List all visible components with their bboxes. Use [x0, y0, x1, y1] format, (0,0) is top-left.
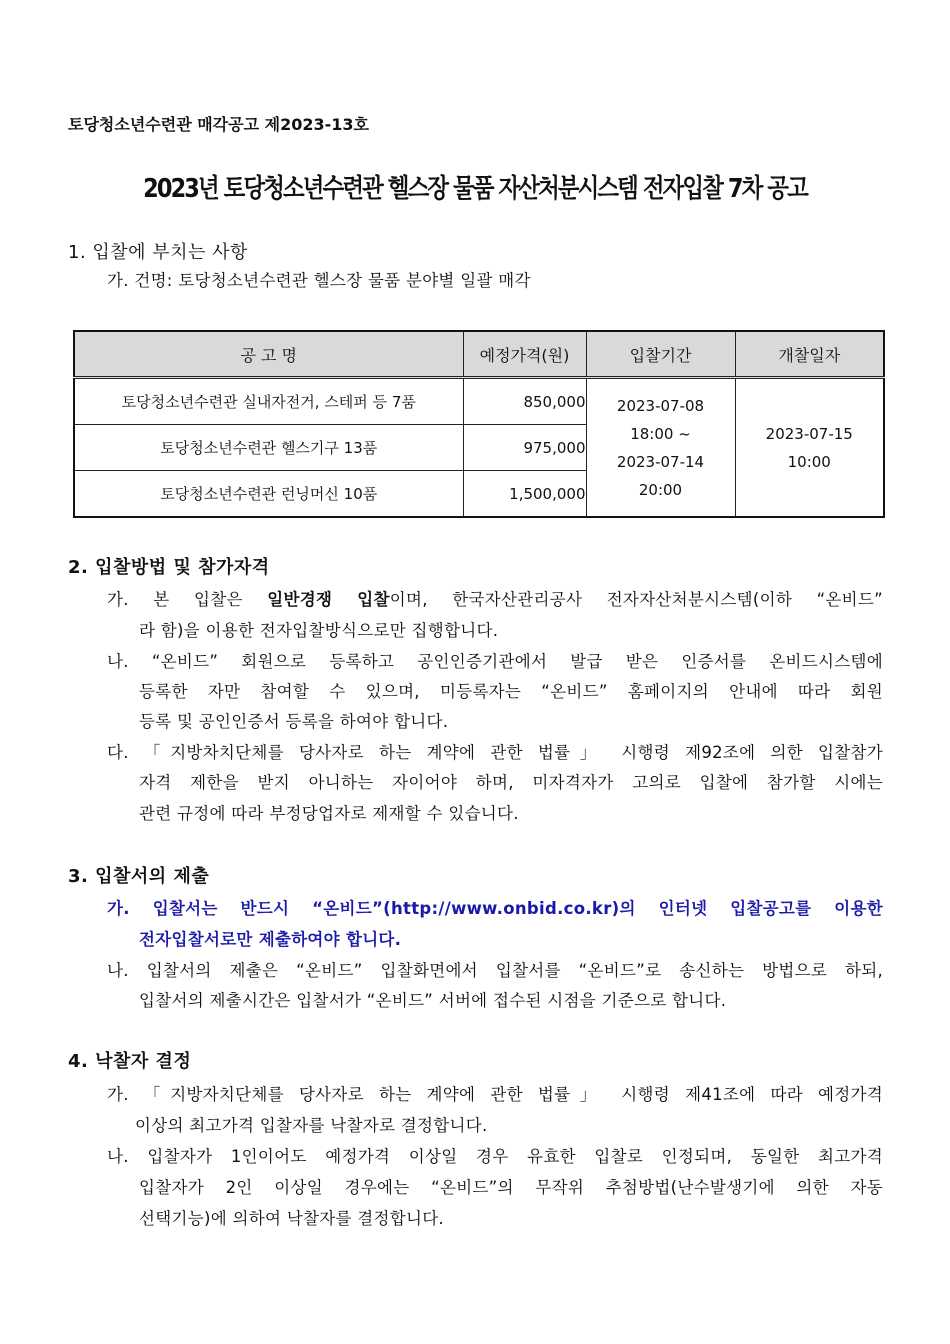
section-2-da-line-1: 다. 「지방차치단체를 당사자로 하는 계약에 관한 법률」 시행령 제92조에 의한 입찰참가	[107, 743, 883, 762]
section-2-na-line-1: 나. “온비드” 회원으로 등록하고 공인인증기관에서 발급 받은 인증서를 온비드시스템에	[107, 652, 883, 671]
table-row	[74, 378, 884, 425]
section-3-heading: 3. 입찰서의 제출	[68, 866, 210, 887]
header-opening-date: 개찰일자	[735, 331, 884, 378]
header-bid-period: 입찰기간	[586, 331, 735, 378]
section-2-da-line-2: 자격 제한을 받지 아니하는 자이어야 하며, 미자격자가 고의로 입찰에 참가할 시에는	[139, 773, 883, 792]
page-title: 2023년 토당청소년수련관 헬스장 물품 자산처분시스템 전자입찰 7차 공고	[143, 174, 807, 204]
section-2-ga-bold: 일반경쟁 입찰	[267, 590, 390, 609]
section-3-ga-line-1: 가. 입찰서는 반드시 “온비드”(http://www.onbid.co.kr)의 인터넷 입찰공고를 이용한	[107, 899, 883, 918]
bid-items-table	[73, 330, 885, 518]
row-3-name: 토당청소년수련관 런닝머신 10품	[74, 471, 463, 518]
section-3-na-line-2: 입찰서의 제출시간은 입찰서가 “온비드” 서버에 접수된 시점을 기준으로 합니다.	[139, 991, 727, 1010]
period-end-date: 2023-07-14	[616, 452, 705, 471]
period-start-date: 2023-07-08	[616, 396, 705, 415]
section-4-na-line-2: 입찰자가 2인 이상일 경우에는 “온비드”의 무작위 추첨방법(난수발생기에 의한 자동	[139, 1178, 883, 1197]
header-estimated-price: 예정가격(원)	[463, 331, 586, 378]
section-4-ga-line-1: 가. 「지방자치단체를 당사자로 하는 계약에 관한 법률」 시행령 제41조에 따라 예정가격	[107, 1085, 883, 1104]
section-2-na-line-3: 등록 및 공인인증서 등록을 하여야 합니다.	[139, 712, 449, 731]
header-notice-name: 공 고 명	[74, 331, 463, 378]
section-4-heading: 4. 낙찰자 결정	[68, 1051, 192, 1072]
section-2-ga-line-1	[107, 586, 883, 610]
period-start-time: 18:00 ~	[630, 424, 691, 443]
section-2-ga-line-2: 라 함)을 이용한 전자입찰방식으로만 집행합니다.	[139, 621, 499, 640]
bid-period-cell	[586, 378, 735, 518]
section-2-heading: 2. 입찰방법 및 참가자격	[68, 557, 270, 578]
section-4-na-line-3: 선택기능)에 의하여 낙찰자를 결정합니다.	[139, 1209, 444, 1228]
opening-date-cell	[735, 378, 884, 518]
section-3-na-line-1: 나. 입찰서의 제출은 “온비드” 입찰화면에서 입찰서를 “온비드”로 송신하는 방법으로 하되,	[107, 961, 883, 980]
section-2-na-line-2: 등록한 자만 참여할 수 있으며, 미등록자는 “온비드” 홈페이지의 안내에 따라 회원	[139, 682, 883, 701]
section-4-na-line-1: 나. 입찰자가 1인이어도 예정가격 이상일 경우 유효한 입찰로 인정되며, 동일한 최고가격	[107, 1147, 883, 1166]
section-1-heading: 1. 입찰에 부치는 사항	[68, 242, 248, 263]
row-3-price: 1,500,000	[463, 471, 586, 518]
section-2-ga-part-a: 가. 본 입찰은	[107, 590, 268, 609]
section-2-ga-part-c: 이며, 한국자산관리공사 전자자산처분시스템(이하 “온비드”	[389, 590, 883, 609]
row-2-name: 토당청소년수련관 헬스기구 13품	[74, 425, 463, 471]
opening-date: 2023-07-15	[765, 424, 853, 443]
section-3-ga-line-2: 전자입찰서로만 제출하여야 합니다.	[139, 930, 402, 949]
section-1-item-ga: 가. 건명: 토당청소년수련관 헬스장 물품 분야별 일괄 매각	[107, 271, 531, 290]
row-2-price: 975,000	[463, 425, 586, 471]
period-end-time: 20:00	[638, 480, 683, 499]
table-header-row	[74, 331, 884, 378]
section-2-da-line-3: 관련 규정에 따라 부정당업자로 제재할 수 있습니다.	[139, 804, 519, 823]
row-1-price: 850,000	[463, 378, 586, 425]
notice-number: 토당청소년수련관 매각공고 제2023-13호	[68, 115, 369, 134]
row-1-name: 토당청소년수련관 실내자전거, 스테퍼 등 7품	[74, 378, 463, 425]
section-4-ga-line-2: 이상의 최고가격 입찰자를 낙찰자로 결정합니다.	[135, 1116, 488, 1135]
opening-time: 10:00	[787, 452, 831, 471]
